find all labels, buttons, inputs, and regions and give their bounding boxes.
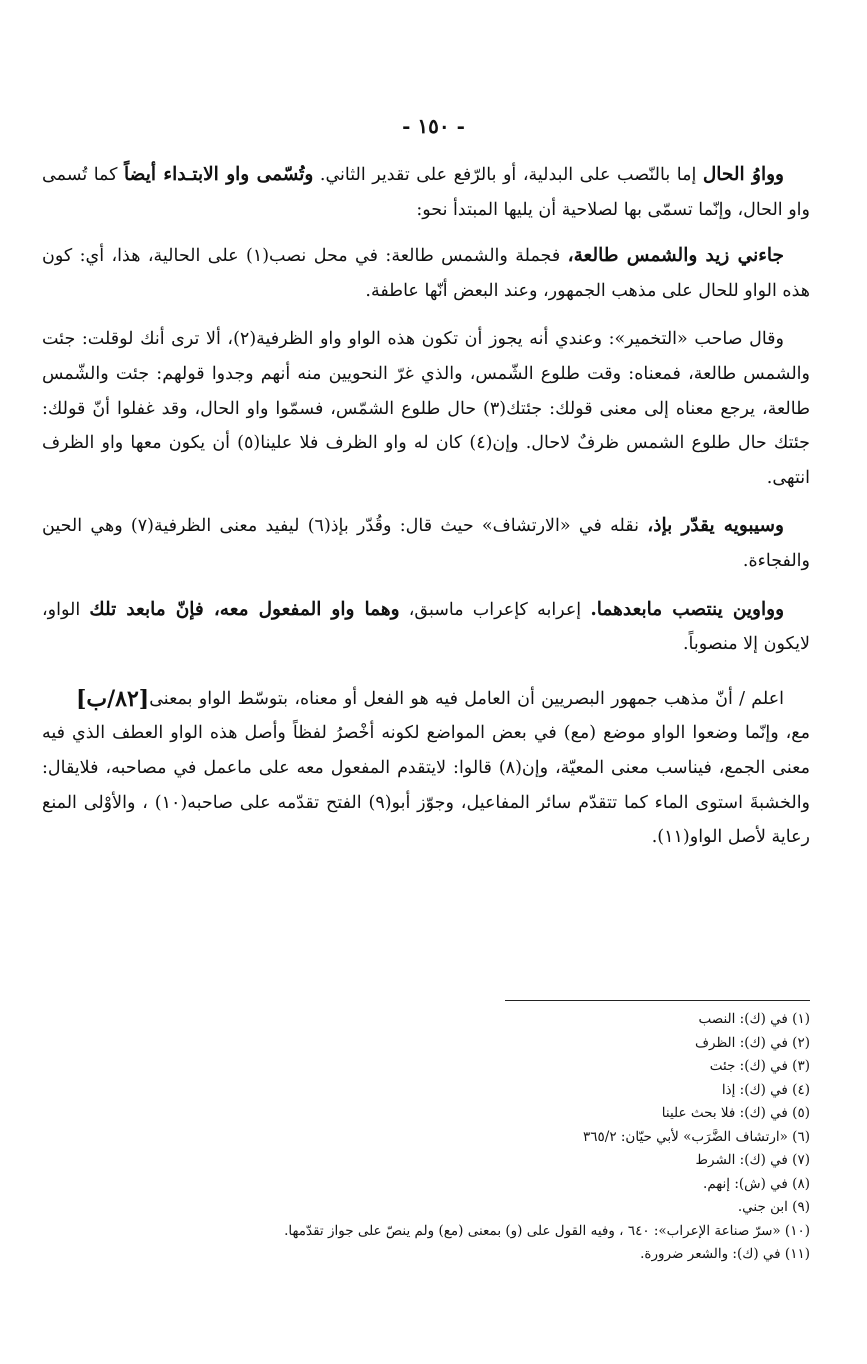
- footnotes: [42, 1008, 810, 1267]
- paragraph-1: [42, 158, 810, 227]
- bold-term: وتُسّمى واو الابتـداء أيضاً: [124, 164, 314, 185]
- footnote: (٨) في (ش): إنهم.: [703, 1175, 810, 1192]
- paragraph-3: [42, 322, 810, 495]
- footnote: (٥) في (ك): فلا بحث علينا: [661, 1105, 810, 1121]
- paragraph-text: إعرابه كإعراب ماسبق،: [399, 599, 591, 620]
- page-number: - ١٥٠ -: [402, 114, 465, 138]
- paragraph-5: [42, 593, 810, 662]
- bold-term: وهما واو المفعول معه، فإنّ مابعد تلك: [89, 598, 400, 620]
- footnote: (٧) في (ك): الشرط: [695, 1152, 810, 1168]
- paragraph-text: كما تُسمى واو الحال، وإنّما تسمّى بها لصلاحية أن يليها المبتدأ نحو:: [42, 165, 810, 220]
- footnote: (١١) في (ك): والشعر ضرورة.: [640, 1246, 810, 1262]
- paragraph-text: فجملة والشمس طالعة: في محل نصب(١) على الحالية، هذا، أي: كون هذه الواو للحال على مذهب الجمهور، وعند البعض أنّها عاطفة.: [42, 246, 810, 301]
- paragraph-6: [42, 682, 810, 855]
- footnote: (٤) في (ك): إذا: [721, 1081, 810, 1098]
- paragraph-text: وقال صاحب «التخمير»: وعندي أنه يجوز أن تكون هذه الواو واو الظرفية(٢)، ألا ترى أنك لوقلت: جئت والشمس طالعة، فمعناه: وقت طلوع الشّمس، والذي غرّ النحويين منه أنهم وجدوا قولهم: جئت والشّمس طالعة، يرجع معناه إلى معنى قولك: جئتك(٣) حال طلوع الشمّس، فسمّوا واو الحال، وقد غفلوا أنّ قولك: جئتك حال طلوع الشمس ظرفٌ لاحال. وإن(٤) كان له واو الظرف فلا علينا(٥) أن يكون معها واو الظرف انتهى.: [42, 329, 811, 488]
- paragraph-text: اعلم / أنّ مذهب جمهور البصريين أن العامل فيه هو الفعل أو معناه، بتوسّط الواو بمعنى مع، وإنّما وضعوا الواو موضع (مع) في بعض المواضع لكونه أخْصرُ لفظاً وأصل هذه الواو العطف الذي فيه معنى الجمع، فيناسب معنى المعيّة، وإن(٨) قالوا: لايتقدم المفعول معه على ماعمل في مصاحبه، فلايقال: والخشبةَ استوى الماء كما تتقدّم سائر المفاعيل، وجوّز أبو(٩) الفتح تقدّمه على صاحبه(١٠) ، والأوْلى المنع رعاية لأصل الواو(١١).: [42, 688, 811, 848]
- footnote: (٩) ابن جني.: [737, 1199, 810, 1215]
- paragraph-4: [42, 509, 810, 578]
- bold-term: وواوُ الحال: [702, 164, 784, 185]
- folio-mark: [٨٢/ب]: [76, 685, 150, 712]
- footnote: (٦) «ارتشاف الضَّرَب» لأبي حيّان: ٣٦٥/٢: [583, 1128, 810, 1145]
- bold-term: جاءني زيد والشمس طالعة،: [567, 245, 784, 267]
- paragraph-text: نقله في «الارتشاف» حيث قال: وقُدّر بإذ(٦) ليفيد معنى الظرفية(٧) وهي الحين والفجاءة.: [42, 516, 810, 571]
- paragraph-text: إما بالنّصب على البدلية، أو بالرّفع على تقدير الثاني.: [313, 165, 703, 185]
- bold-term: وواوين ينتصب مابعدهما.: [590, 598, 785, 620]
- footnote: (١٠) «سرّ صناعة الإعراب»: ٦٤٠ ، وفيه القول على (و) بمعنى (مع) ولم ينصّ على جواز تقدّمها.: [284, 1222, 810, 1239]
- paragraph-text: الواو، لايكون إلا منصوباً.: [42, 599, 810, 655]
- bold-term: وسيبويه يقدّر بإذ،: [647, 515, 784, 537]
- footnote: (٣) في (ك): جئت: [709, 1058, 810, 1074]
- main-text: [42, 158, 810, 855]
- paragraph-2: [42, 239, 810, 308]
- footnote: (٢) في (ك): الظرف: [695, 1034, 810, 1051]
- footnote: (١) في (ك): النصب: [698, 1011, 810, 1027]
- footnote-divider: [505, 1000, 810, 1001]
